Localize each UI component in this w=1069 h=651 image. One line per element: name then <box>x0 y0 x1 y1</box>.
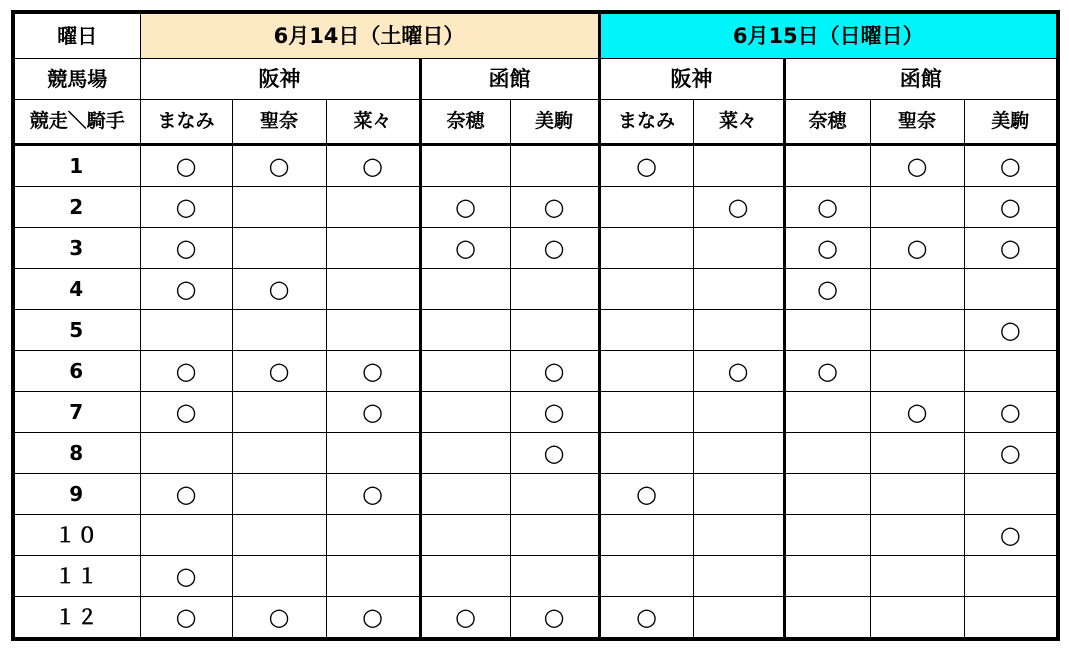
entry-mark: ○ <box>543 603 565 631</box>
entry-cell <box>964 515 1058 556</box>
entry-mark: ○ <box>268 603 290 631</box>
venue-header-row <box>13 59 1058 100</box>
venue-sun-hakodate: 函館 <box>784 59 1058 100</box>
race-number: １２ <box>13 597 140 640</box>
entry-cell <box>870 351 964 392</box>
race-row <box>13 556 1058 597</box>
entry-cell <box>784 556 870 597</box>
entry-mark: ○ <box>906 234 928 262</box>
entry-cell <box>140 392 232 433</box>
venue-sat-hanshin: 阪神 <box>140 59 420 100</box>
entry-cell <box>510 556 599 597</box>
entry-cell <box>420 310 510 351</box>
entry-cell <box>140 228 232 269</box>
entry-cell <box>420 228 510 269</box>
entry-cell <box>326 392 420 433</box>
date-header-saturday: 6月14日（土曜日） <box>140 12 599 59</box>
venue-label: 競馬場 <box>13 59 140 100</box>
entry-mark: ○ <box>817 275 838 303</box>
entry-cell <box>232 515 326 556</box>
entry-cell <box>510 597 599 640</box>
entry-cell <box>510 145 599 187</box>
entry-mark: ○ <box>175 275 197 303</box>
entry-mark: ○ <box>175 152 197 180</box>
entry-cell <box>232 145 326 187</box>
entry-cell <box>232 392 326 433</box>
entry-cell <box>326 269 420 310</box>
entry-cell <box>420 433 510 474</box>
venue-sat-hakodate: 函館 <box>420 59 599 100</box>
race-number: 5 <box>13 310 140 351</box>
entry-cell <box>510 433 599 474</box>
entry-mark: ○ <box>362 357 383 385</box>
race-jockey-corner-label: 競走＼騎手 <box>13 100 140 145</box>
entry-cell <box>510 187 599 228</box>
entry-cell <box>693 474 784 515</box>
entry-cell <box>693 310 784 351</box>
entry-cell <box>510 228 599 269</box>
jockey-header: 菜々 <box>693 100 784 145</box>
entry-mark: ○ <box>543 357 565 385</box>
entry-cell <box>420 392 510 433</box>
entry-cell <box>870 556 964 597</box>
entry-cell <box>599 392 693 433</box>
entry-mark: ○ <box>727 193 749 221</box>
entry-cell <box>510 269 599 310</box>
entry-cell <box>693 187 784 228</box>
entry-cell <box>326 310 420 351</box>
entry-cell <box>964 228 1058 269</box>
entry-cell <box>784 351 870 392</box>
entry-mark: ○ <box>175 398 197 426</box>
jockey-header: まなみ <box>140 100 232 145</box>
entry-mark: ○ <box>175 357 197 385</box>
entry-cell <box>326 145 420 187</box>
entry-mark: ○ <box>362 480 383 508</box>
entry-cell <box>964 310 1058 351</box>
entry-cell <box>964 474 1058 515</box>
entry-cell <box>326 515 420 556</box>
entry-cell <box>599 433 693 474</box>
entry-cell <box>870 597 964 640</box>
entry-cell <box>784 187 870 228</box>
entry-cell <box>140 597 232 640</box>
entry-mark: ○ <box>999 152 1021 180</box>
entry-cell <box>964 269 1058 310</box>
entry-cell <box>870 228 964 269</box>
entry-cell <box>784 310 870 351</box>
entry-cell <box>140 515 232 556</box>
entry-cell <box>140 433 232 474</box>
entry-mark: ○ <box>455 234 476 262</box>
entry-cell <box>693 351 784 392</box>
race-row <box>13 351 1058 392</box>
jockey-header: 聖奈 <box>232 100 326 145</box>
entry-cell <box>964 351 1058 392</box>
race-row <box>13 433 1058 474</box>
jockey-header-row <box>13 100 1058 145</box>
entry-cell <box>232 228 326 269</box>
entry-cell <box>599 228 693 269</box>
entry-cell <box>784 474 870 515</box>
entry-mark: ○ <box>999 234 1021 262</box>
entry-cell <box>326 556 420 597</box>
entry-cell <box>784 515 870 556</box>
entry-cell <box>140 556 232 597</box>
race-number: 6 <box>13 351 140 392</box>
entry-cell <box>870 392 964 433</box>
entry-mark: ○ <box>999 316 1021 344</box>
race-number: １１ <box>13 556 140 597</box>
jockey-header: 奈穂 <box>784 100 870 145</box>
race-number: 1 <box>13 145 140 187</box>
entry-mark: ○ <box>817 193 838 221</box>
race-row <box>13 474 1058 515</box>
entry-cell <box>599 597 693 640</box>
entry-mark: ○ <box>175 603 197 631</box>
entry-cell <box>420 145 510 187</box>
entry-cell <box>870 145 964 187</box>
entry-mark: ○ <box>999 193 1021 221</box>
entry-mark: ○ <box>817 234 838 262</box>
entry-mark: ○ <box>175 562 197 590</box>
entry-cell <box>693 597 784 640</box>
entry-mark: ○ <box>175 480 197 508</box>
entry-mark: ○ <box>543 398 565 426</box>
race-row <box>13 597 1058 640</box>
entry-cell <box>599 145 693 187</box>
entry-mark: ○ <box>455 193 476 221</box>
entry-mark: ○ <box>906 398 928 426</box>
entry-cell <box>599 351 693 392</box>
entry-mark: ○ <box>999 398 1021 426</box>
race-row <box>13 392 1058 433</box>
entry-cell <box>326 597 420 640</box>
entry-cell <box>784 145 870 187</box>
entry-cell <box>693 392 784 433</box>
race-number: 4 <box>13 269 140 310</box>
entry-cell <box>420 269 510 310</box>
entry-cell <box>232 187 326 228</box>
entry-cell <box>870 187 964 228</box>
jockey-header: 奈穂 <box>420 100 510 145</box>
race-number: １０ <box>13 515 140 556</box>
race-row <box>13 145 1058 187</box>
jockey-header: 美駒 <box>510 100 599 145</box>
race-row <box>13 228 1058 269</box>
entry-cell <box>870 433 964 474</box>
date-header-row <box>13 12 1058 59</box>
entry-cell <box>510 515 599 556</box>
entry-cell <box>420 474 510 515</box>
race-number: 8 <box>13 433 140 474</box>
entry-mark: ○ <box>543 193 565 221</box>
entry-mark: ○ <box>727 357 749 385</box>
entry-cell <box>870 269 964 310</box>
entry-mark: ○ <box>906 152 928 180</box>
entry-mark: ○ <box>636 603 657 631</box>
entry-cell <box>232 351 326 392</box>
entry-cell <box>326 474 420 515</box>
entry-cell <box>693 433 784 474</box>
entry-cell <box>693 515 784 556</box>
entry-cell <box>693 269 784 310</box>
entry-cell <box>964 392 1058 433</box>
date-header-sunday: 6月15日（日曜日） <box>599 12 1058 59</box>
entry-cell <box>326 187 420 228</box>
entry-cell <box>232 269 326 310</box>
entry-mark: ○ <box>817 357 838 385</box>
race-row <box>13 515 1058 556</box>
entry-cell <box>693 228 784 269</box>
entry-mark: ○ <box>999 521 1021 549</box>
entry-mark: ○ <box>362 398 383 426</box>
entry-cell <box>784 228 870 269</box>
entry-cell <box>140 474 232 515</box>
entry-cell <box>326 228 420 269</box>
jockey-header: 美駒 <box>964 100 1058 145</box>
entry-mark: ○ <box>636 152 657 180</box>
entry-mark: ○ <box>362 603 383 631</box>
entry-cell <box>964 597 1058 640</box>
entry-cell <box>232 474 326 515</box>
race-number: 2 <box>13 187 140 228</box>
entry-cell <box>693 145 784 187</box>
race-row <box>13 310 1058 351</box>
entry-mark: ○ <box>543 439 565 467</box>
entry-cell <box>140 145 232 187</box>
entry-cell <box>599 310 693 351</box>
entry-cell <box>510 351 599 392</box>
entry-mark: ○ <box>268 357 290 385</box>
jockey-header: 聖奈 <box>870 100 964 145</box>
entry-mark: ○ <box>268 275 290 303</box>
entry-cell <box>870 515 964 556</box>
entry-cell <box>232 310 326 351</box>
entry-cell <box>140 269 232 310</box>
entry-cell <box>964 433 1058 474</box>
entry-cell <box>599 269 693 310</box>
entry-cell <box>964 145 1058 187</box>
entry-cell <box>784 392 870 433</box>
entry-cell <box>232 556 326 597</box>
entry-cell <box>510 474 599 515</box>
entry-cell <box>510 392 599 433</box>
entry-cell <box>964 556 1058 597</box>
entry-mark: ○ <box>362 152 383 180</box>
entry-mark: ○ <box>175 234 197 262</box>
entry-mark: ○ <box>543 234 565 262</box>
race-row <box>13 269 1058 310</box>
entry-mark: ○ <box>999 439 1021 467</box>
entry-cell <box>784 269 870 310</box>
entry-cell <box>420 515 510 556</box>
entry-cell <box>870 474 964 515</box>
entry-cell <box>140 187 232 228</box>
entry-cell <box>784 433 870 474</box>
entry-cell <box>870 310 964 351</box>
race-number: 3 <box>13 228 140 269</box>
entry-cell <box>420 597 510 640</box>
entry-cell <box>140 351 232 392</box>
entry-cell <box>232 597 326 640</box>
race-row <box>13 187 1058 228</box>
day-label: 曜日 <box>13 12 140 59</box>
entry-cell <box>232 433 326 474</box>
entry-cell <box>784 597 870 640</box>
entry-cell <box>420 556 510 597</box>
entry-cell <box>599 556 693 597</box>
entry-cell <box>599 187 693 228</box>
race-number: 7 <box>13 392 140 433</box>
entry-mark: ○ <box>455 603 476 631</box>
entry-mark: ○ <box>175 193 197 221</box>
jockey-header: まなみ <box>599 100 693 145</box>
venue-sun-hanshin: 阪神 <box>599 59 784 100</box>
jockey-header: 菜々 <box>326 100 420 145</box>
entry-cell <box>140 310 232 351</box>
entry-cell <box>599 474 693 515</box>
entry-mark: ○ <box>636 480 657 508</box>
race-schedule-table <box>11 10 1060 641</box>
entry-cell <box>964 187 1058 228</box>
entry-cell <box>693 556 784 597</box>
entry-cell <box>420 187 510 228</box>
entry-cell <box>326 433 420 474</box>
entry-cell <box>326 351 420 392</box>
entry-cell <box>420 351 510 392</box>
race-number: 9 <box>13 474 140 515</box>
entry-cell <box>599 515 693 556</box>
entry-cell <box>510 310 599 351</box>
entry-mark: ○ <box>268 152 290 180</box>
